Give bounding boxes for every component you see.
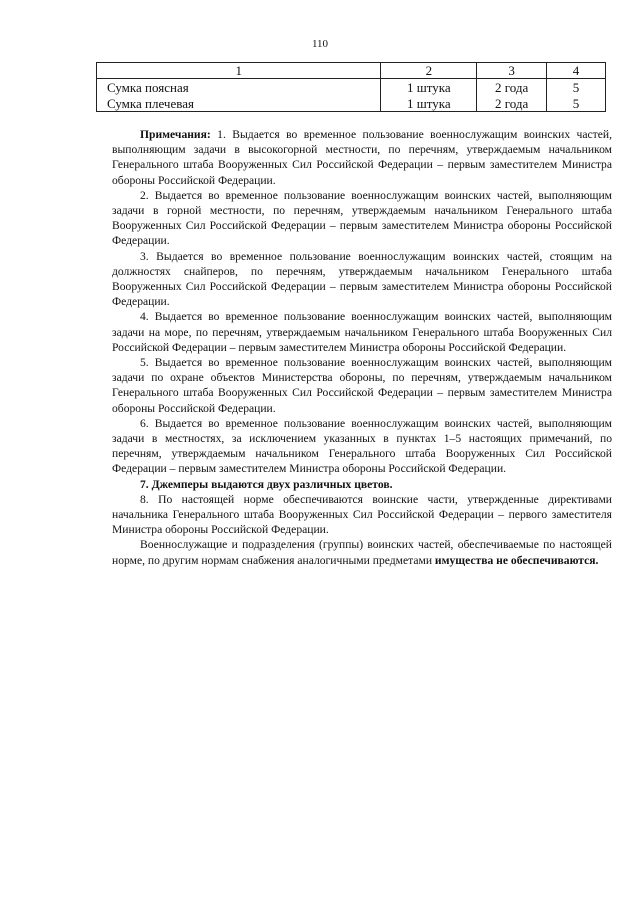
category-cell: 5: [547, 95, 606, 112]
note-1-text: 1. Выдается во временное пользование военнослужащим воинских частей, выполняющим задачи в высокогорной местности, по перечням, утверждаемым начальником Генерального штаба Вооруженных Сил Российской Федерации – первым заместителем Министра обороны Российской Федерации.: [112, 128, 612, 187]
category-cell: 5: [547, 79, 606, 96]
page-number: 110: [311, 38, 329, 50]
table-header-cell: 4: [547, 63, 606, 79]
note-4: 4. Выдается во временное пользование военнослужащим воинских частей, выполняющим задачи на море, по перечням, утверждаемым начальником Генерального штаба Вооруженных Сил Российской Федерации – первым заместителем Министра обороны Российской Федерации.: [112, 310, 612, 354]
final-note-emphasis: имущества не обеспечиваются.: [434, 553, 599, 567]
note-7: 7. Джемперы выдаются двух различных цветов.: [140, 477, 393, 491]
note-3: 3. Выдается во временное пользование военнослужащим воинских частей, стоящим на должностях снайперов, по перечням, утверждаемым начальником Генерального штаба Вооруженных Сил Российской Федерации – первым заместителем Министра обороны Российской Федерации.: [112, 249, 612, 309]
table-header-cell: 3: [477, 63, 547, 79]
table-header-row: [97, 63, 606, 79]
quantity-cell: 1 штука: [381, 95, 477, 112]
item-name-cell: Сумка плечевая: [97, 95, 381, 112]
table-row: [97, 79, 606, 96]
table-row: [97, 95, 606, 112]
supply-norm-table: [96, 62, 606, 112]
note-1: [112, 127, 612, 188]
table-header-cell: 1: [97, 63, 381, 79]
notes-section: [112, 127, 612, 568]
table-header-cell: 2: [381, 63, 477, 79]
final-note: [112, 537, 612, 567]
item-name-cell: Сумка поясная: [97, 79, 381, 96]
quantity-cell: 1 штука: [381, 79, 477, 96]
final-note-text: Военнослужащие и подразделения (группы) воинских частей, обеспечиваемые по настоящей норме, по другим нормам снабжения аналогичными предметами: [112, 538, 612, 567]
wear-term-cell: 2 года: [477, 79, 547, 96]
note-2: 2. Выдается во временное пользование военнослужащим воинских частей, выполняющим задачи в горной местности, по перечням, утверждаемым начальником Генерального штаба Вооруженных Сил Российской Федерации – первым заместителем Министра обороны Российской Федерации.: [112, 188, 612, 248]
note-5: 5. Выдается во временное пользование военнослужащим воинских частей, выполняющим задачи по охране объектов Министерства обороны, по перечням, утверждаемым начальником Генерального штаба Вооруженных Сил Российской Федерации – первым заместителем Министра обороны Российской Федерации.: [112, 356, 612, 415]
notes-heading: Примечания:: [140, 128, 211, 141]
wear-term-cell: 2 года: [477, 95, 547, 112]
note-6: 6. Выдается во временное пользование военнослужащим воинских частей, выполняющим задачи в местностях, за исключением указанных в пунктах 1–5 настоящих примечаний, по перечням, утверждаемым начальником Генерального штаба Вооруженных Сил Российской Федерации – первым заместителем Министра обороны Российской Федерации.: [112, 416, 612, 476]
note-8: 8. По настоящей норме обеспечиваются воинские части, утвержденные директивами начальника Генерального штаба Вооруженных Сил Российской Федерации – первого заместителя Министра обороны Российской Федерации.: [112, 492, 612, 537]
